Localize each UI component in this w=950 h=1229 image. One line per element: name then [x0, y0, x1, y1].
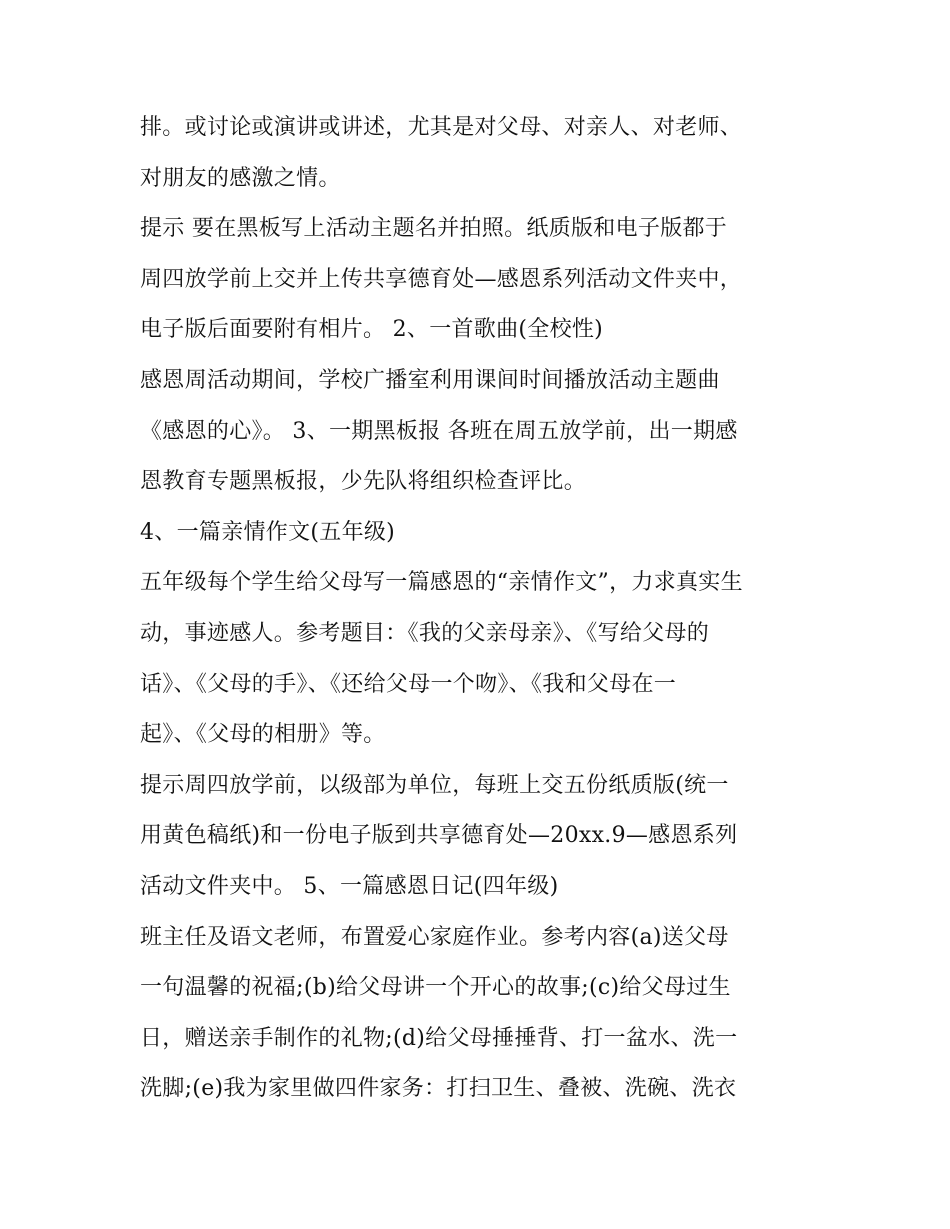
text-line-4: 周四放学前上交并上传共享德育处—感恩系列活动文件夹中，: [140, 266, 743, 292]
text-line-13: 起》、《父母的相册》等。: [140, 722, 386, 748]
text-line-2: 对朋友的感激之情。: [140, 165, 341, 191]
text-line-12: 话》、《父母的手》、《还给父母一个吻》、《我和父母在一: [140, 671, 677, 697]
text-line-6: 感恩周活动期间，学校广播室利用课间时间播放活动主题曲: [140, 367, 720, 393]
text-line-20: 洗脚;(e)我为家里做四件家务：打扫卫生、叠被、洗碗、洗衣: [140, 1076, 737, 1102]
text-line-19: 日，赠送亲手制作的礼物;(d)给父母捶捶背、打一盆水、洗一: [140, 1025, 738, 1051]
text-line-5: 电子版后面要附有相片。 2、一首歌曲(全校性): [140, 317, 604, 343]
text-line-18: 一句温馨的祝福;(b)给父母讲一个开心的故事;(c)给父母过生: [140, 975, 731, 1001]
text-line-11: 动，事迹感人。参考题目：《我的父亲母亲》、《写给父母的: [140, 620, 710, 646]
text-line-17: 班主任及语文老师，布置爱心家庭作业。参考内容(a)送父母: [140, 924, 729, 950]
text-line-1: 排。或讨论或演讲或讲述，尤其是对父母、对亲人、对老师、: [140, 115, 743, 140]
document-body: [140, 103, 830, 1115]
text-line-15: 用黄色稿纸)和一份电子版到共享德育处—20xx.9—感恩系列: [140, 823, 738, 849]
text-line-3: 提示 要在黑板写上活动主题名并拍照。纸质版和电子版都于: [140, 216, 728, 242]
text-line-9: 4、一篇亲情作文(五年级): [140, 519, 396, 545]
text-line-16: 活动文件夹中。 5、一篇感恩日记(四年级): [140, 873, 559, 899]
text-line-7: 《感恩的心》。 3、一期黑板报 各班在周五放学前，出一期感: [140, 418, 738, 444]
text-line-8: 恩教育专题黑板报，少先队将组织检查评比。: [140, 469, 587, 495]
text-line-14: 提示周四放学前，以级部为单位，每班上交五份纸质版(统一: [140, 772, 729, 798]
text-line-10: 五年级每个学生给父母写一篇感恩的“亲情作文”，力求真实生: [140, 570, 743, 596]
